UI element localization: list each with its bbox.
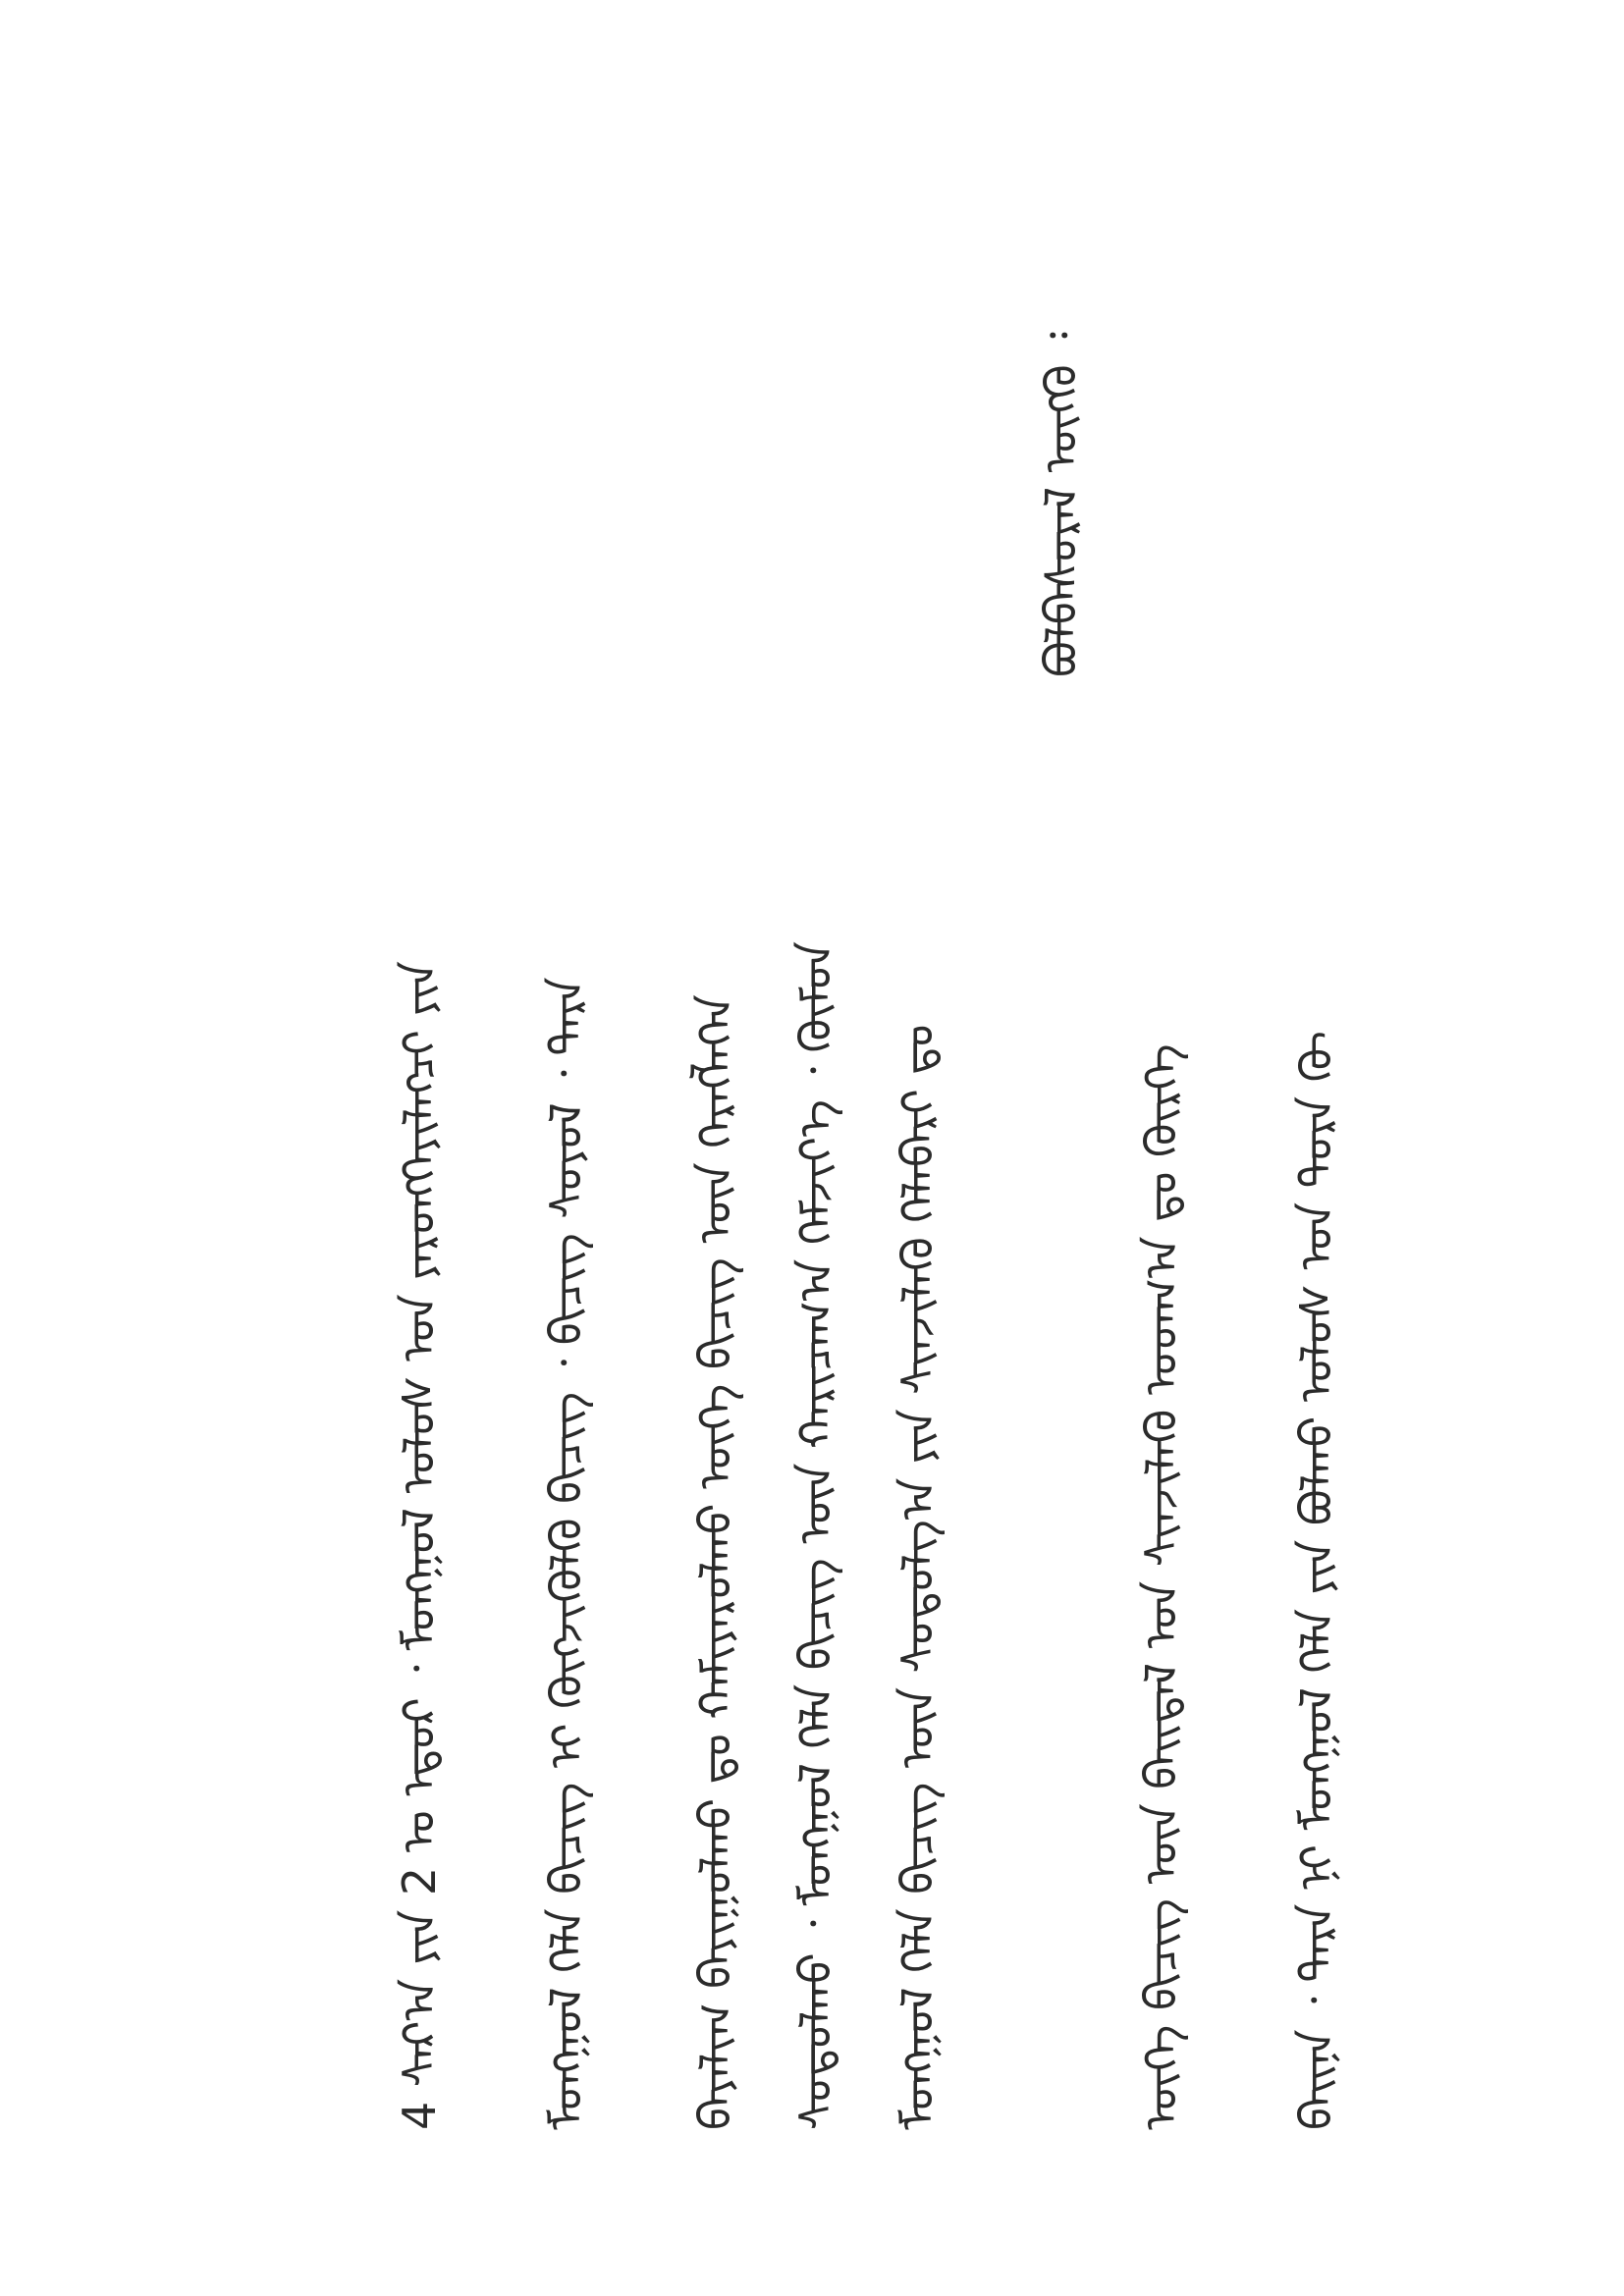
text-line-2: ᠦᠭᠡ ᠪᠢᠴᠢᠭ ᠦᠨ ᠪᠠᠢᠳᠠᠯ ᠤᠨ ᠰᠢᠨᠵᠢᠯᠡᠬᠦ ᠤᠳᠬ᠎ᠠ ᠳᠤ ᠬᠦᠷᠭᠡ: [1135, 1043, 1188, 2130]
text-line-3: ᠪᠣᠯᠪᠠᠰᠤᠷᠠᠯ ᠦᠭᠬᠦ ᠄: [1035, 332, 1088, 677]
text-line-1: ᠪᠠᠢᠨᠠ ᠂ ᠲᠡᠷᠡ ᠨᠢ ᠮᠣᠩᠭᠣᠯ ᠬᠡᠯᠡ ᠶᠢᠨ ᠪᠣᠯᠬᠤ ᠤᠯᠤᠰ ᠤᠨ ᠳᠤᠷᠠ ᠬᠦ: [1290, 1031, 1343, 2130]
text-line-5: ᠰᠤᠳᠤᠯᠬᠤ ᠂ ᠮᠣᠩᠭᠣᠯ ᠬᠡᠯᠡ ᠪᠢᠴᠢᠭ ᠦᠨ ᠬᠠᠷᠢᠴᠠᠭ᠎ᠠ ᠬᠡᠮᠵᠢᠶ᠎ᠡ ᠂ ᠬᠦᠮᠦᠨ: [789, 941, 842, 2130]
text-line-6: ᠪᠠᠶᠠᠯᠢᠭ ᠪᠠᠶᠢᠭᠤᠯᠬᠤ ᠳᠤ ᠬᠠᠮᠢᠶᠠᠷᠤᠯᠬᠤ ᠦᠭᠡ ᠪᠢᠴᠢᠭ ᠦᠨ ᠬᠡᠷᠡᠭᠯᠡᠭᠡᠨ: [689, 994, 742, 2130]
text-line-4: ᠮᠣᠩᠭᠣᠯ ᠬᠡᠯᠡ ᠪᠢᠴᠢᠭ ᠦᠨ ᠰᠤᠳᠤᠯᠭ᠎ᠠ ᠶᠢᠨ ᠰᠢᠨᠵᠢᠯᠡᠬᠦ ᠬᠡᠯᠡᠪᠡᠷᠢ ᠳᠤ: [892, 1024, 945, 2130]
text-line-7: ᠮᠣᠩᠭᠣᠯ ᠬᠡᠯᠡ ᠪᠢᠴᠢᠭ ᠢ ᠬᠦᠭᠵᠢᠭᠦᠯᠬᠦ ᠪᠢᠴᠢᠭ ᠂ ᠪᠢᠴᠢᠭ ᠰᠣᠶᠣᠯ ᠂ ᠲᠡᠷᠡ: [540, 977, 593, 2130]
text-line-8: 4 ᠰᠠᠷ᠎ᠠ ᠶᠢᠨ 2 ᠤ ᠡᠳᠦᠷ ᠂ ᠮᠣᠩᠭᠣᠯ ᠤᠯᠤᠰ ᠤᠨ ᠶᠡᠷᠦᠩᠬᠡᠶᠢᠯᠡᠭᠴᠢ ᠶᠢᠨ: [393, 961, 446, 2130]
